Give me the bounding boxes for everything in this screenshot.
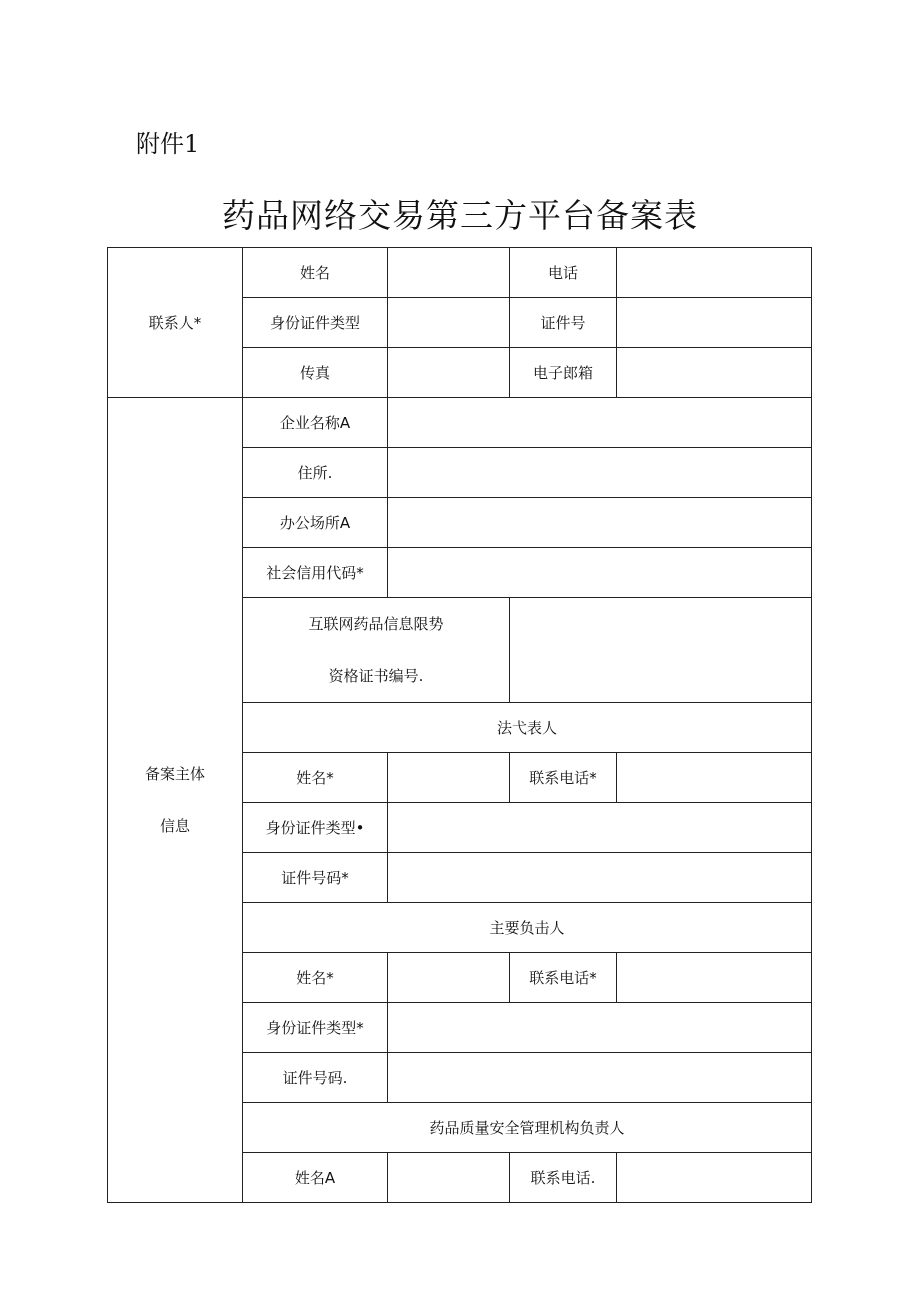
filing-form-table xyxy=(107,247,812,1203)
contact-fax-field[interactable] xyxy=(388,348,510,398)
quality-manager-name-label: 姓名A xyxy=(243,1153,388,1203)
contact-phone-field[interactable] xyxy=(617,248,812,298)
company-name-label: 企业名称A xyxy=(243,398,388,448)
contact-name-field[interactable] xyxy=(388,248,510,298)
entity-group-label xyxy=(108,398,243,1203)
principal-id-no-label: 证件号码. xyxy=(243,1053,388,1103)
internet-drug-cert-field[interactable] xyxy=(510,598,812,703)
principal-name-field[interactable] xyxy=(388,953,510,1003)
principal-name-label: 姓名* xyxy=(243,953,388,1003)
legal-rep-phone-label: 联系电话* xyxy=(510,753,617,803)
contact-id-no-label: 证件号 xyxy=(510,298,617,348)
internet-drug-cert-label xyxy=(243,598,510,703)
principal-id-type-label: 身份证件类型* xyxy=(243,1003,388,1053)
form-title: 药品网络交易第三方平台备案表 xyxy=(222,196,698,235)
internet-drug-cert-label-line2: 资格证书编号. xyxy=(328,667,424,685)
contact-id-type-label: 身份证件类型 xyxy=(243,298,388,348)
principal-section-title: 主要负击人 xyxy=(243,903,812,953)
contact-fax-label: 传真 xyxy=(243,348,388,398)
quality-manager-section-title: 药品质量安全管理机构负责人 xyxy=(243,1103,812,1153)
contact-phone-label: 电话 xyxy=(510,248,617,298)
contact-id-no-field[interactable] xyxy=(617,298,812,348)
company-name-field[interactable] xyxy=(388,398,812,448)
principal-id-type-field[interactable] xyxy=(388,1003,812,1053)
legal-rep-id-type-field[interactable] xyxy=(388,803,812,853)
office-field[interactable] xyxy=(388,498,812,548)
legal-rep-section-title: 法弋表人 xyxy=(243,703,812,753)
principal-id-no-field[interactable] xyxy=(388,1053,812,1103)
legal-rep-phone-field[interactable] xyxy=(617,753,812,803)
quality-manager-phone-field[interactable] xyxy=(617,1153,812,1203)
attachment-label: 附件1 xyxy=(136,130,200,158)
entity-group-label-line2: 信息 xyxy=(159,817,190,835)
contact-name-label: 姓名 xyxy=(243,248,388,298)
legal-rep-id-no-field[interactable] xyxy=(388,853,812,903)
credit-code-field[interactable] xyxy=(388,548,812,598)
internet-drug-cert-label-line1: 互联网药品信息限势 xyxy=(308,615,444,633)
quality-manager-phone-label: 联系电话. xyxy=(510,1153,617,1203)
quality-manager-name-field[interactable] xyxy=(388,1153,510,1203)
credit-code-label: 社会信用代码* xyxy=(243,548,388,598)
legal-rep-name-field[interactable] xyxy=(388,753,510,803)
legal-rep-name-label: 姓名* xyxy=(243,753,388,803)
legal-rep-id-type-label: 身份证件类型• xyxy=(243,803,388,853)
entity-group-label-line1: 备案主体 xyxy=(144,765,205,783)
contact-email-field[interactable] xyxy=(617,348,812,398)
principal-phone-label: 联系电话* xyxy=(510,953,617,1003)
residence-field[interactable] xyxy=(388,448,812,498)
office-label: 办公场所A xyxy=(243,498,388,548)
residence-label: 住所. xyxy=(243,448,388,498)
contact-email-label: 电子郎箱 xyxy=(510,348,617,398)
contact-id-type-field[interactable] xyxy=(388,298,510,348)
principal-phone-field[interactable] xyxy=(617,953,812,1003)
contact-group-label: 联系人* xyxy=(108,248,243,398)
legal-rep-id-no-label: 证件号码* xyxy=(243,853,388,903)
